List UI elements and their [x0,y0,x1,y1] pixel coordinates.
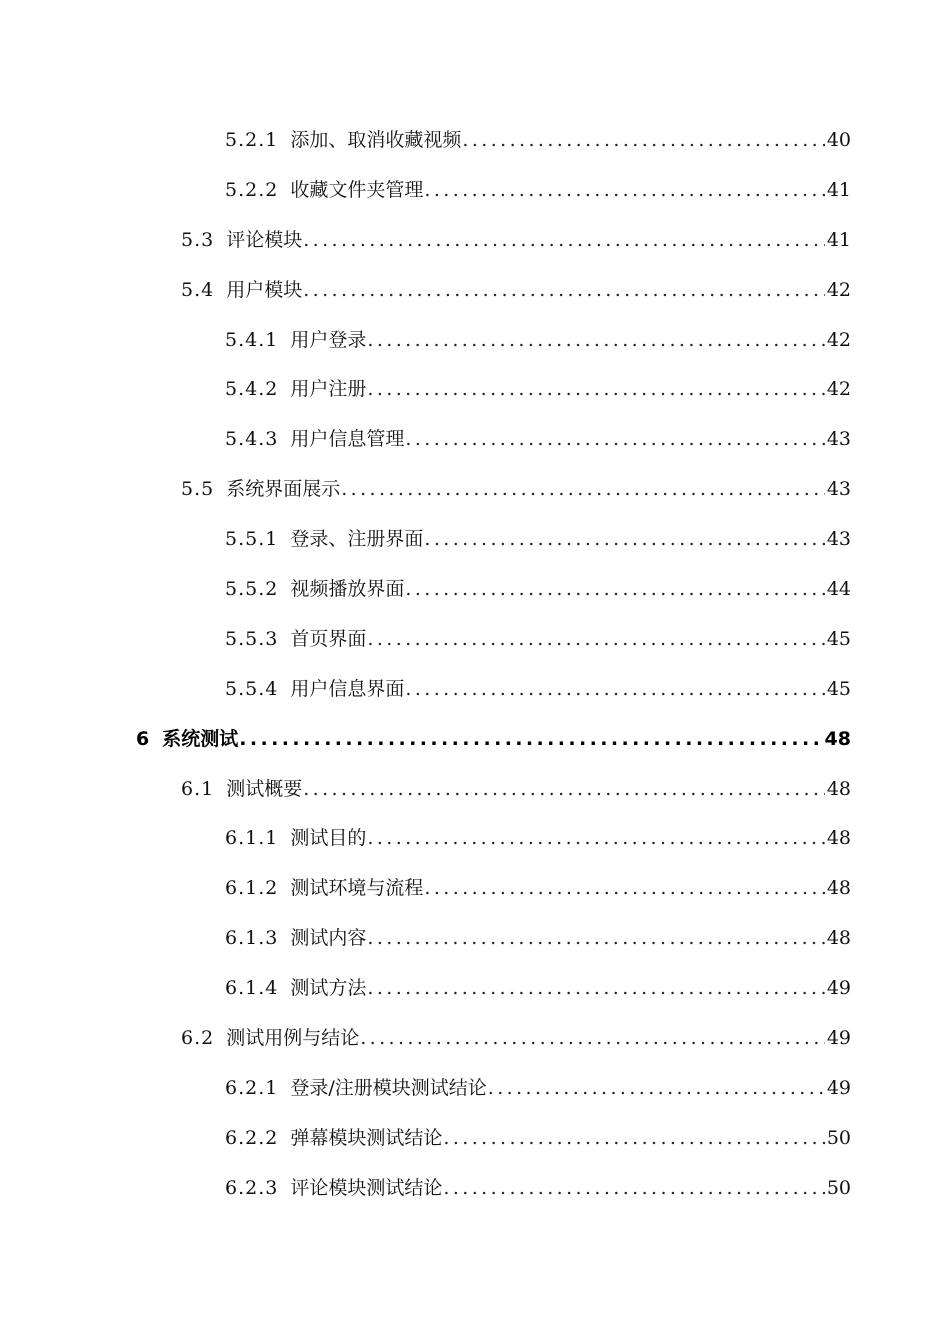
dot-leader [239,715,822,765]
dot-leader [424,515,824,565]
toc-entry-5-4-3[interactable] [0,415,950,465]
toc-title: 弹幕模块测试结论 [290,1126,443,1149]
toc-title: 用户模块 [226,278,303,301]
toc-number: 5.5 [181,478,215,501]
toc-number: 5.2.1 [225,129,279,151]
toc-page-number: 42 [826,278,851,301]
toc-entry-5-4-1[interactable] [0,316,950,366]
toc-title: 系统测试 [162,727,239,750]
dot-leader [367,615,824,665]
toc-title: 测试用例与结论 [226,1027,360,1050]
toc-page-number: 49 [826,977,851,1000]
toc-page-number: 50 [826,1126,851,1149]
toc-entry-6-1-3[interactable] [0,914,950,964]
toc-number: 6.2.2 [225,1126,279,1149]
toc-entry-6-2-2[interactable] [0,1114,950,1164]
toc-title: 收藏文件夹管理 [290,178,424,201]
toc-page-number: 45 [826,677,851,700]
toc-page-number: 40 [826,129,851,151]
toc-page-number: 43 [826,428,851,451]
toc-title: 测试概要 [226,777,303,800]
toc-entry-5-5-1[interactable] [0,515,950,565]
toc-number: 5.5.4 [225,677,279,700]
dot-leader [405,415,824,465]
toc-number: 5.5.3 [225,627,279,650]
toc-title: 测试内容 [290,927,367,950]
toc-number: 5.4.1 [225,328,279,351]
toc-page-number: 41 [826,228,851,251]
toc-number: 6.2 [181,1027,215,1050]
dot-leader [341,465,825,515]
dot-leader [367,914,824,964]
toc-entry-5-5[interactable] [0,465,950,515]
toc-title: 视频播放界面 [290,578,405,601]
dot-leader [443,1114,824,1164]
toc-entry-6-1-4[interactable] [0,964,950,1014]
toc-number: 6.1.3 [225,927,279,950]
toc-title: 用户信息管理 [290,428,405,451]
toc-title: 评论模块 [226,228,303,251]
toc-page-number: 43 [826,478,851,501]
toc-entry-6[interactable] [0,715,950,765]
toc-entry-6-1[interactable] [0,765,950,815]
dot-leader [367,814,824,864]
dot-leader [360,1014,825,1064]
toc-number: 6.1 [181,777,215,800]
toc-entry-6-2[interactable] [0,1014,950,1064]
dot-leader [405,565,824,615]
toc-page-number: 48 [824,727,851,750]
toc-entry-5-5-2[interactable] [0,565,950,615]
toc-number: 5.5.2 [225,578,279,601]
toc-title: 系统界面展示 [226,478,341,501]
toc-title: 测试环境与流程 [290,877,424,900]
toc-page-number: 41 [826,178,851,201]
toc-number: 6 [136,727,151,750]
dot-leader [462,116,824,166]
dot-leader [488,1064,825,1114]
toc-number: 5.4.2 [225,378,279,401]
toc-title: 用户注册 [290,378,367,401]
toc-entry-5-2-1[interactable] [0,116,950,166]
dot-leader [367,365,824,415]
toc-page-number: 49 [826,1076,851,1099]
toc-entry-5-4[interactable] [0,266,950,316]
toc-number: 5.3 [181,228,215,251]
toc-entry-6-1-1[interactable] [0,814,950,864]
dot-leader [303,216,825,266]
dot-leader [367,316,824,366]
toc-entry-5-5-4[interactable] [0,665,950,715]
toc-title: 测试方法 [290,977,367,1000]
toc-page-number: 48 [826,927,851,950]
toc-title: 测试目的 [290,827,367,850]
toc-number: 6.1.4 [225,977,279,1000]
dot-leader [424,166,824,216]
toc-entry-5-2-2[interactable] [0,166,950,216]
toc-number: 5.4 [181,278,215,301]
toc-number: 6.1.1 [225,827,279,850]
toc-title: 添加、取消收藏视频 [290,129,462,151]
toc-number: 5.5.1 [225,528,279,551]
toc-title: 用户信息界面 [290,677,405,700]
dot-leader [443,1164,824,1214]
toc-number: 6.2.1 [225,1076,279,1099]
toc-page-number: 50 [826,1176,851,1199]
toc-entry-5-4-2[interactable] [0,365,950,415]
toc-page-number: 48 [826,827,851,850]
toc-page-number: 48 [826,777,851,800]
toc-entry-6-2-3[interactable] [0,1164,950,1214]
toc-entry-5-3[interactable] [0,216,950,266]
toc-title: 登录/注册模块测试结论 [290,1076,487,1099]
dot-leader [367,964,824,1014]
toc-page-number: 42 [826,328,851,351]
toc-number: 6.2.3 [225,1176,279,1199]
table-of-contents [0,116,950,1214]
toc-page-number: 42 [826,378,851,401]
toc-number: 5.4.3 [225,428,279,451]
toc-entry-6-1-2[interactable] [0,864,950,914]
toc-page-number: 48 [826,877,851,900]
toc-title: 评论模块测试结论 [290,1176,443,1199]
dot-leader [405,665,824,715]
toc-title: 登录、注册界面 [290,528,424,551]
dot-leader [303,765,825,815]
toc-page-number: 49 [826,1027,851,1050]
toc-entry-5-5-3[interactable] [0,615,950,665]
toc-title: 首页界面 [290,627,367,650]
toc-entry-6-2-1[interactable] [0,1064,950,1114]
toc-number: 6.1.2 [225,877,279,900]
dot-leader [303,266,825,316]
dot-leader [424,864,824,914]
toc-number: 5.2.2 [225,178,279,201]
toc-page-number: 45 [826,627,851,650]
toc-page-number: 44 [826,578,851,601]
toc-title: 用户登录 [290,328,367,351]
toc-page-number: 43 [826,528,851,551]
